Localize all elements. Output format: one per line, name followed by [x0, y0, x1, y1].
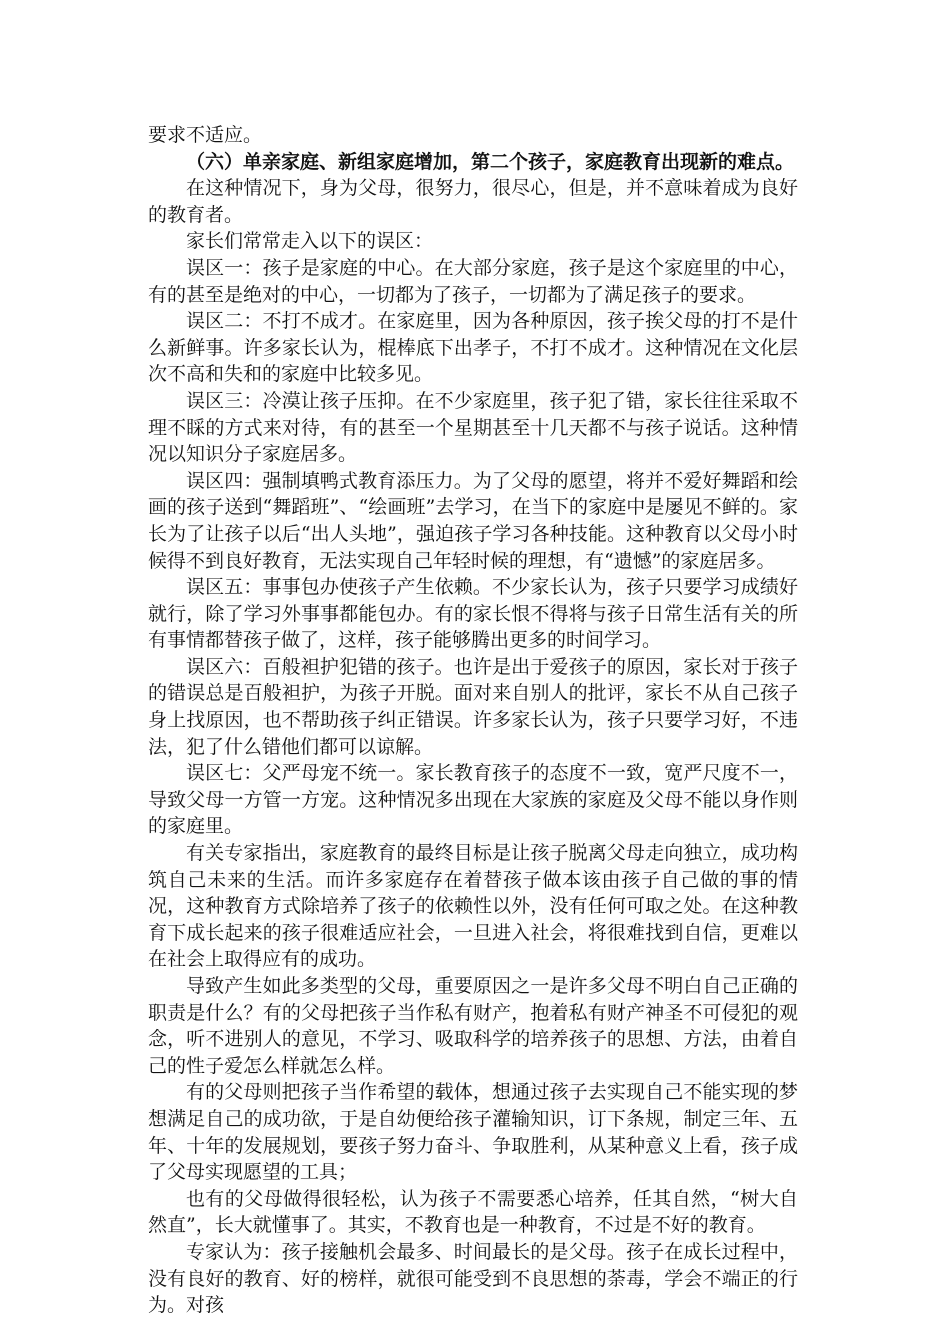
- document-page: [148, 122, 798, 1319]
- section-heading: （六）单亲家庭、新组家庭增加，第二个孩子，家庭教育出现新的难点。: [186, 150, 795, 173]
- paragraph: 在这种情况下，身为父母，很努力，很尽心，但是，并不意味着成为良好的教育者。: [148, 177, 798, 226]
- paragraph-misconception-1: 误区一：孩子是家庭的中心。在大部分家庭，孩子是这个家庭里的中心，有的甚至是绝对的中心，一切都为了孩子，一切都为了满足孩子的要求。: [148, 256, 798, 306]
- paragraph: 有的父母则把孩子当作希望的载体，想通过孩子去实现自己不能实现的梦想满足自己的成功欲，于是自幼便给孩子灌输知识，订下条规，制定三年、五年、十年的发展规划，要孩子努力奋斗、争取胜利，从某种意义上看，孩子成了父母实现愿望的工具；: [148, 1081, 798, 1184]
- paragraph: 家长们常常走入以下的误区：: [186, 230, 434, 253]
- paragraph-misconception-3: 误区三：冷漠让孩子压抑。在不少家庭里，孩子犯了错，家长往往采取不理不睬的方式来对待，有的甚至一个星期甚至十几天都不与孩子说话。这种情况以知识分子家庭居多。: [148, 389, 798, 466]
- paragraph-misconception-6: 误区六：百般袒护犯错的孩子。也许是出于爱孩子的原因，家长对于孩子的错误总是百般袒护，为孩子开脱。面对来自别人的批评，家长不从自己孩子身上找原因，也不帮助孩子纠正错误。许多家长认为，孩子只要学习好，不违法，犯了什么错他们都可以谅解。: [148, 655, 798, 758]
- paragraph: 专家认为：孩子接触机会最多、时间最长的是父母。孩子在成长过程中，没有良好的教育、好的榜样，就很可能受到不良思想的荼毒，学会不端正的行为。对孩: [148, 1240, 798, 1317]
- paragraph: 有关专家指出，家庭教育的最终目标是让孩子脱离父母走向独立，成功构筑自己未来的生活。而许多家庭存在着替孩子做本该由孩子自己做的事的情况，这种教育方式除培养了孩子的依赖性以外，没有任何可取之处。在这种教育下成长起来的孩子很难适应社会，一旦进入社会，将很难找到自信，更难以在社会上取得应有的成功。: [148, 842, 798, 971]
- paragraph: 导致产生如此多类型的父母，重要原因之一是许多父母不明白自己正确的职责是什么？有的父母把孩子当作私有财产，抱着私有财产神圣不可侵犯的观念，听不进别人的意见，不学习、吸取科学的培养孩子的思想、方法，由着自己的性子爱怎么样就怎么样。: [148, 975, 798, 1077]
- paragraph-misconception-5: 误区五：事事包办使孩子产生依赖。不少家长认为，孩子只要学习成绩好就行，除了学习外事事都能包办。有的家长恨不得将与孩子日常生活有关的所有事情都替孩子做了，这样，孩子能够腾出更多的时间学习。: [148, 576, 798, 652]
- paragraph: 也有的父母做得很轻松，认为孩子不需要悉心培养，任其自然，“树大自然直”，长大就懂事了。其实，不教育也是一种教育，不过是不好的教育。: [148, 1187, 798, 1237]
- paragraph-continuation: 要求不适应。: [148, 124, 263, 146]
- paragraph-misconception-2: 误区二：不打不成才。在家庭里，因为各种原因，孩子挨父母的打不是什么新鲜事。许多家长认为，棍棒底下出孝子，不打不成才。这种情况在文化层次不高和失和的家庭中比较多见。: [148, 310, 798, 386]
- paragraph-misconception-7: 误区七：父严母宠不统一。家长教育孩子的态度不一致，宽严尺度不一，导致父母一方管一方宠。这种情况多出现在大家族的家庭及父母不能以身作则的家庭里。: [148, 762, 798, 838]
- paragraph-misconception-4: 误区四：强制填鸭式教育添压力。为了父母的愿望，将并不爱好舞蹈和绘画的孩子送到“舞蹈班”、“绘画班”去学习，在当下的家庭中是屡见不鲜的。家长为了让孩子以后“出人头地”，强迫孩子学习各种技能。这种教育以父母小时候得不到良好教育，无法实现自己年轻时候的理想，有“遗憾”的家庭居多。: [148, 469, 798, 572]
